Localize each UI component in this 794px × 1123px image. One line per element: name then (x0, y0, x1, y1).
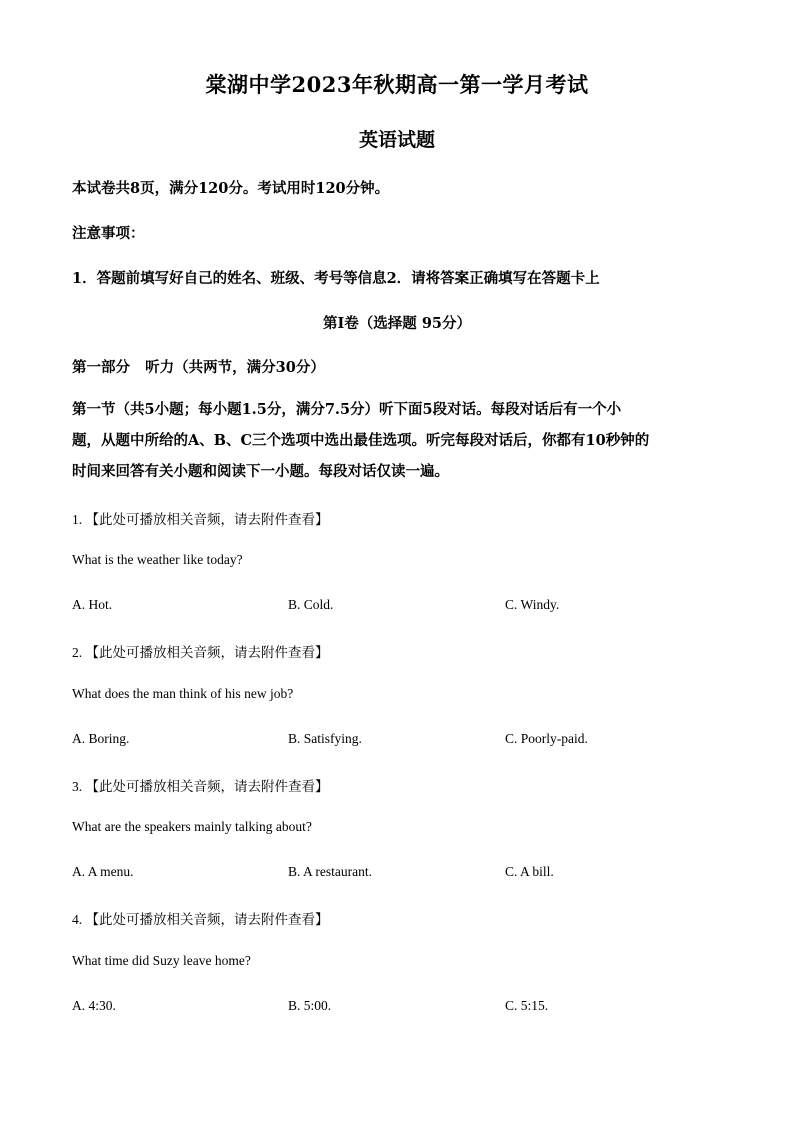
question-3-option-b[interactable]: B. A restaurant. (288, 864, 372, 879)
volume-title: 第I卷（选择题 95分） (322, 315, 471, 332)
part1-heading: 第一部分 听力（共两节，满分30分） (72, 359, 325, 376)
section1-line: 第一节（共5小题；每小题1.5分，满分7.5分）听下面5段对话。每段对话后有一个小 (72, 401, 622, 418)
question-1-audio[interactable]: 1. 【此处可播放相关音频，请去附件查看】 (72, 512, 329, 527)
question-1-text: What is the weather like today? (72, 552, 243, 567)
section1-instructions (72, 394, 722, 487)
question-2-option-b[interactable]: B. Satisfying. (288, 731, 362, 746)
question-3-option-c[interactable]: C. A bill. (505, 864, 554, 879)
question-1-option-a[interactable]: A. Hot. (72, 597, 113, 612)
question-3-text: What are the speakers mainly talking about? (72, 819, 312, 834)
question-4-option-c[interactable]: C. 5:15. (505, 998, 549, 1013)
question-2-audio[interactable]: 2. 【此处可播放相关音频，请去附件查看】 (72, 645, 329, 660)
question-2-text: What does the man think of his new job? (72, 686, 294, 701)
question-2-option-a[interactable]: A. Boring. (72, 731, 130, 746)
question-4-option-b[interactable]: B. 5:00. (288, 998, 332, 1013)
question-1-option-b[interactable]: B. Cold. (288, 597, 334, 612)
question-2-option-c[interactable]: C. Poorly-paid. (505, 731, 588, 746)
exam-info: 本试卷共8页，满分120分。考试用时120分钟。 (72, 180, 390, 197)
question-4-text: What time did Suzy leave home? (72, 953, 251, 968)
section1-line: 时间来回答有关小题和阅读下一小题。每段对话仅读一遍。 (72, 463, 449, 480)
question-3-audio[interactable]: 3. 【此处可播放相关音频，请去附件查看】 (72, 779, 329, 794)
question-4-option-a[interactable]: A. 4:30. (72, 998, 116, 1013)
question-1-option-c[interactable]: C. Windy. (505, 597, 560, 612)
question-4-audio[interactable]: 4. 【此处可播放相关音频，请去附件查看】 (72, 912, 329, 927)
section1-line: 题，从题中所给的A、B、C三个选项中选出最佳选项。听完每段对话后，你都有10秒钟的 (72, 432, 650, 449)
notes-item-1: 1．答题前填写好自己的姓名、班级、考号等信息2．请将答案正确填写在答题卡上 (72, 270, 600, 287)
exam-title: 棠湖中学2023年秋期高一第一学月考试 (205, 72, 589, 97)
exam-subtitle: 英语试题 (358, 129, 435, 151)
question-3-option-a[interactable]: A. A menu. (72, 864, 134, 879)
notes-heading: 注意事项： (72, 225, 145, 242)
